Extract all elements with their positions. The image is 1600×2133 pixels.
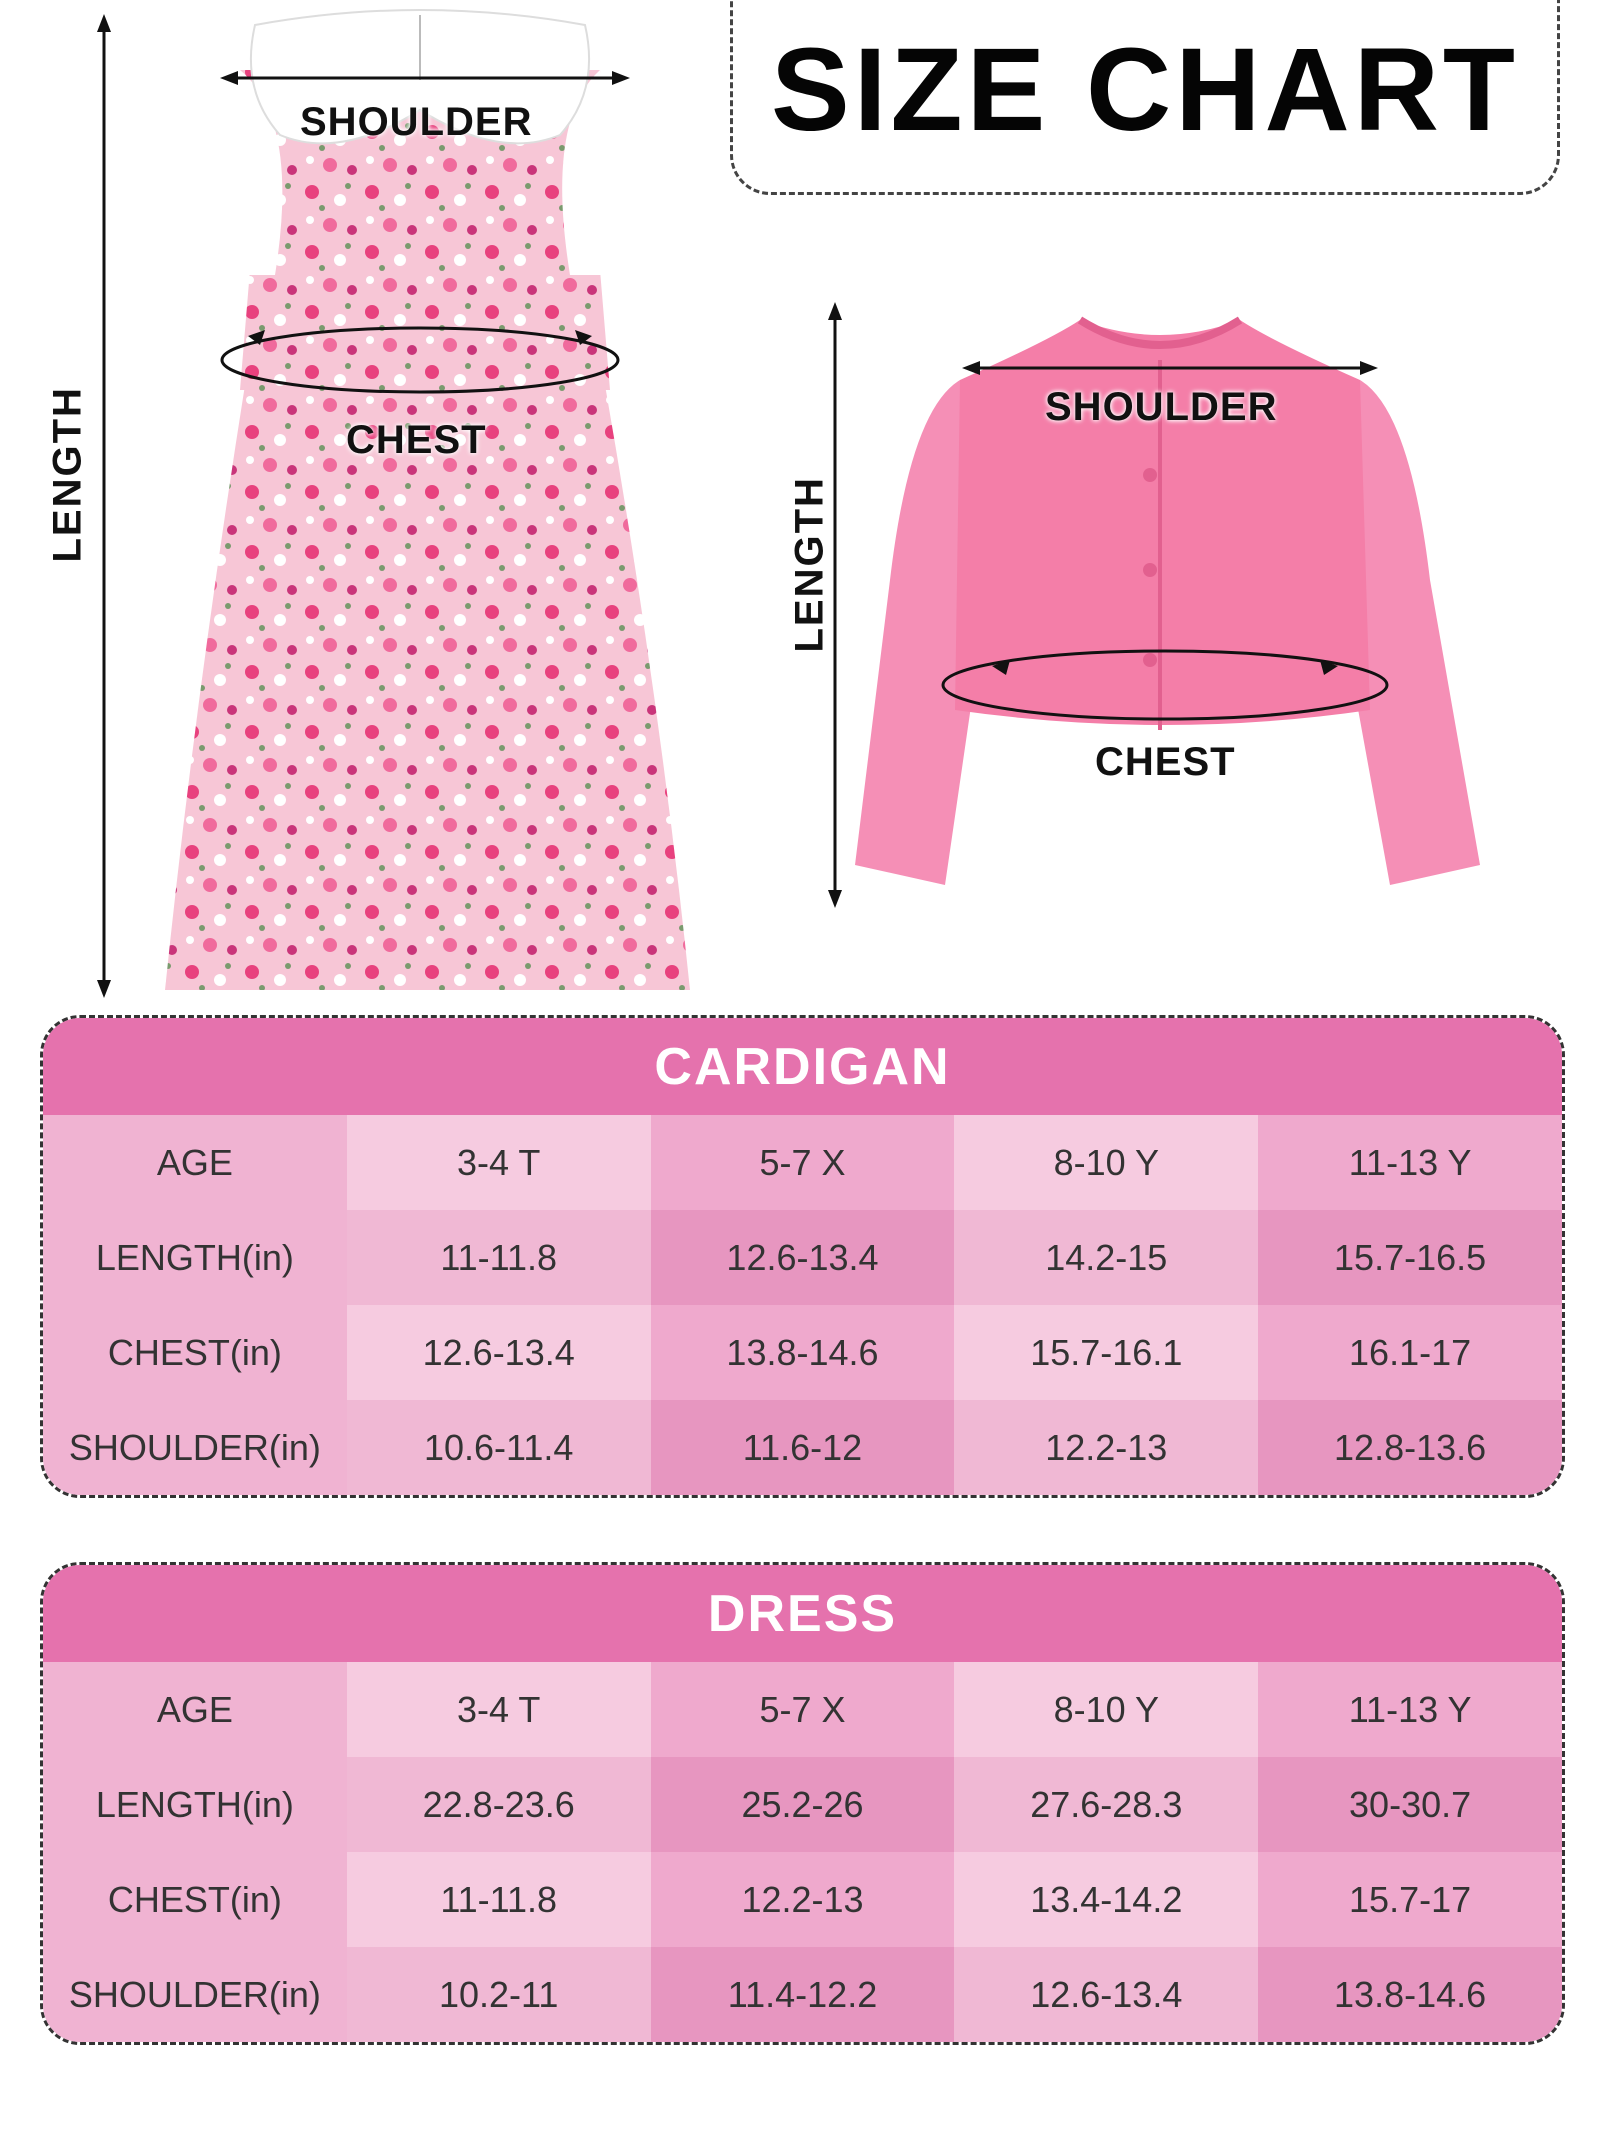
table-cell: 10.6-11.4 [347,1400,651,1495]
cardigan-button [1143,653,1157,667]
dress-chest-label: CHEST [346,418,487,462]
table-cell: 8-10 Y [954,1662,1258,1757]
table-cell: 10.2-11 [347,1947,651,2042]
dress-shoulder-label: SHOULDER [300,100,533,144]
table-cell: 12.2-13 [954,1400,1258,1495]
cardigan-button [1143,563,1157,577]
table-cell: 5-7 X [651,1662,955,1757]
table-cell: 3-4 T [347,1662,651,1757]
table-cell: 12.6-13.4 [347,1305,651,1400]
table-cell: 11.4-12.2 [651,1947,955,2042]
page-title: SIZE CHART [771,24,1519,156]
cardigan-button [1143,468,1157,482]
cardigan-table-title: CARDIGAN [43,1018,1562,1115]
table-row [43,1662,1562,1757]
dress-size-table [40,1562,1565,2045]
table-cell: 13.4-14.2 [954,1852,1258,1947]
row-header-cell: SHOULDER(in) [43,1400,347,1495]
cardigan-illustration [760,280,1510,930]
cardigan-body [955,320,1370,725]
row-header-cell: AGE [43,1662,347,1757]
table-cell: 30-30.7 [1258,1757,1562,1852]
dress-table-title: DRESS [43,1565,1562,1662]
cardigan-size-table [40,1015,1565,1498]
table-row [43,1757,1562,1852]
dress-illustration [0,0,720,1000]
table-cell: 13.8-14.6 [651,1305,955,1400]
title-box [730,0,1560,195]
table-cell: 15.7-16.1 [954,1305,1258,1400]
table-cell: 8-10 Y [954,1115,1258,1210]
table-cell: 3-4 T [347,1115,651,1210]
table-cell: 11-13 Y [1258,1115,1562,1210]
table-cell: 12.8-13.6 [1258,1400,1562,1495]
table-cell: 13.8-14.6 [1258,1947,1562,2042]
table-cell: 22.8-23.6 [347,1757,651,1852]
cardigan-shoulder-label: SHOULDER [1045,385,1278,429]
row-header-cell: LENGTH(in) [43,1210,347,1305]
dress-length-label: LENGTH [45,386,90,563]
table-cell: 11-11.8 [347,1852,651,1947]
row-header-cell: AGE [43,1115,347,1210]
table-cell: 16.1-17 [1258,1305,1562,1400]
table-row [43,1947,1562,2042]
dress-skirt [165,385,690,990]
row-header-cell: LENGTH(in) [43,1757,347,1852]
cardigan-chest-label: CHEST [1095,740,1236,784]
row-header-cell: CHEST(in) [43,1852,347,1947]
table-cell: 12.2-13 [651,1852,955,1947]
table-cell: 11.6-12 [651,1400,955,1495]
table-row [43,1400,1562,1495]
table-cell: 11-11.8 [347,1210,651,1305]
table-cell: 27.6-28.3 [954,1757,1258,1852]
table-cell: 11-13 Y [1258,1662,1562,1757]
table-cell: 25.2-26 [651,1757,955,1852]
table-cell: 15.7-16.5 [1258,1210,1562,1305]
table-row [43,1210,1562,1305]
table-row [43,1852,1562,1947]
table-cell: 5-7 X [651,1115,955,1210]
row-header-cell: CHEST(in) [43,1305,347,1400]
row-header-cell: SHOULDER(in) [43,1947,347,2042]
table-cell: 15.7-17 [1258,1852,1562,1947]
table-cell: 14.2-15 [954,1210,1258,1305]
table-row [43,1305,1562,1400]
table-row [43,1115,1562,1210]
table-cell: 12.6-13.4 [651,1210,955,1305]
table-cell: 12.6-13.4 [954,1947,1258,2042]
cardigan-length-label: LENGTH [787,476,832,653]
